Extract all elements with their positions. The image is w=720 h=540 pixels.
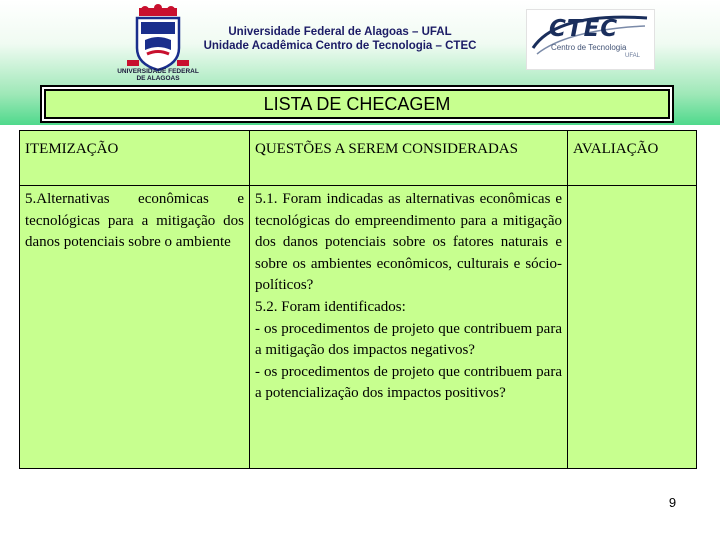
item-cell: 5.Alternativas econômicas e tecnológicas para a mitigação dos danos potenciais sobre o ambiente xyxy=(20,186,250,469)
table-row xyxy=(20,186,697,469)
unit-name: Unidade Acadêmica Centro de Tecnologia – CTEC xyxy=(203,40,477,52)
header-avaliacao: AVALIAÇÃO xyxy=(568,131,697,186)
question-5-1: 5.1. Foram indicadas as alternativas econômicas e tecnológicas do empreendimento para a mitigação dos danos potenciais sobre os fatores naturais e sobre os ambientes econômicos, culturais e sócio-políticos? xyxy=(255,191,562,294)
ufal-logo-caption xyxy=(108,68,208,82)
ufal-caption-line-1: UNIVERSIDADE FEDERAL xyxy=(117,68,199,75)
questions-cell xyxy=(250,186,568,469)
question-5-2-a: - os procedimentos de projeto que contribuem para a mitigação dos impactos negativos? xyxy=(255,320,562,359)
question-5-2-b: - os procedimentos de projeto que contribuem para a potencialização dos impactos positivos? xyxy=(255,363,562,402)
table-header-row xyxy=(20,131,697,186)
institution-header xyxy=(180,25,500,53)
ctec-logo-subtitle-2: UFAL xyxy=(625,53,641,59)
title-box xyxy=(40,85,674,123)
ctec-logo xyxy=(526,9,655,70)
page-title: LISTA DE CHECAGEM xyxy=(44,89,670,119)
header-questoes: QUESTÕES A SEREM CONSIDERADAS xyxy=(250,131,568,186)
checklist-table xyxy=(19,130,697,469)
question-5-2: 5.2. Foram identificados: xyxy=(255,298,406,315)
evaluation-cell[interactable] xyxy=(568,186,697,469)
header-itemizacao: ITEMIZAÇÃO xyxy=(20,131,250,186)
university-name: Universidade Federal de Alagoas – UFAL xyxy=(228,26,452,38)
ufal-caption-line-2: DE ALAGOAS xyxy=(136,75,180,82)
page-number: 9 xyxy=(668,495,677,510)
ctec-logo-name: CTEC xyxy=(549,16,619,42)
ctec-logo-subtitle: Centro de Tecnologia xyxy=(551,43,627,52)
